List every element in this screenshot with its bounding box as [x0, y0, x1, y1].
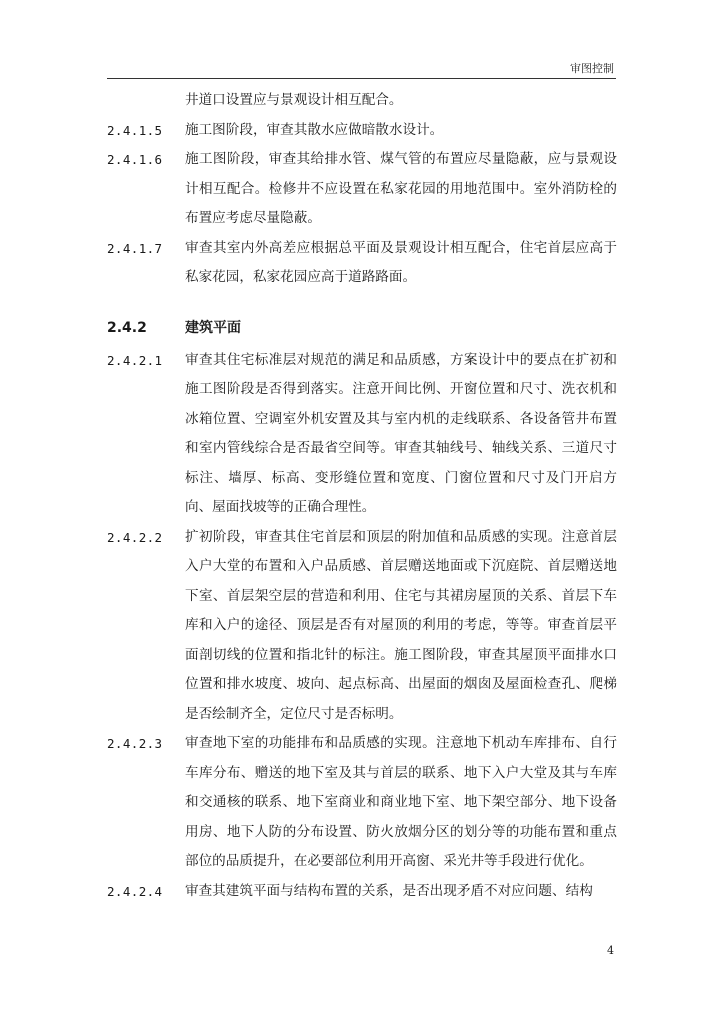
document-body [107, 86, 617, 906]
page-number: 4 [607, 944, 614, 957]
clause-text: 审查其住宅标准层对规范的满足和品质感，方案设计中的要点在扩初和施工图阶段是否得到落实。注意开间比例、开窗位置和尺寸、洗衣机和冰箱位置、空调室外机安置及其与室内机的走线联系、各设备管井布置和室内管线综合是否最省空间等。审查其轴线号、轴线关系、三道尺寸标注、墙厚、标高、变形缝位置和宽度、门窗位置和尺寸及门开启方向、屋面找坡等的正确合理性。 [185, 351, 617, 515]
clause-paragraph [107, 523, 617, 730]
clause-number: 2.4.2.4 [107, 883, 163, 899]
clause-number: 2.4.2.1 [107, 352, 163, 368]
header-title: 审图控制 [570, 62, 614, 75]
clause-number: 2.4.1.6 [107, 152, 163, 167]
clause-number: 2.4.2.3 [107, 736, 163, 751]
clause-text: 审查其建筑平面与结构布置的关系，是否出现矛盾不对应问题、结构 [185, 882, 593, 899]
clause-paragraph [107, 234, 617, 293]
clause-paragraph [107, 346, 617, 523]
clause-text: 井道口设置应与景观设计相互配合。 [185, 92, 403, 108]
clause-text: 施工图阶段，审查其给排水管、煤气管的布置应尽量隐蔽，应与景观设计相互配合。检修井不应设置在私家花园的用地范围中。室外消防栓的布置应考虑尽量隐蔽。 [185, 151, 617, 226]
clause-paragraph [107, 729, 617, 877]
clause-number: 2.4.2.2 [107, 529, 163, 545]
clause-number: 2.4.1.5 [107, 122, 163, 138]
clause-paragraph [107, 86, 617, 116]
clause-paragraph [107, 116, 617, 146]
clause-paragraph [107, 145, 617, 234]
section-number: 2.4.2 [107, 319, 147, 336]
clause-text: 扩初阶段，审查其住宅首层和顶层的附加值和品质感的实现。注意首层入户大堂的布置和入户品质感、首层赠送地面或下沉庭院、首层赠送地下室、首层架空层的营造和利用、住宅与其裙房屋顶的关系、首层下车库和入户的途径、顶层是否有对屋顶的利用的考虑，等等。审查首层平面剖切线的位置和指北针的标注。施工图阶段，审查其屋顶平面排水口位置和排水坡度、坡向、起点标高、出屋面的烟囱及屋面检查孔、爬梯是否绘制齐全，定位尺寸是否标明。 [185, 528, 617, 722]
clause-paragraph [107, 877, 617, 907]
clause-number: 2.4.1.7 [107, 240, 163, 256]
header-rule [107, 78, 616, 79]
clause-text: 施工图阶段，审查其散水应做暗散水设计。 [185, 121, 444, 138]
section-title: 建筑平面 [185, 319, 241, 336]
clause-text: 审查地下室的功能排布和品质感的实现。注意地下机动车库排布、自行车库分布、赠送的地下室及其与首层的联系、地下入户大堂及其与车库和交通核的联系、地下室商业和商业地下室、地下架空部分、地下设备用房、地下人防的分布设置、防火放烟分区的划分等的功能布置和重点部位的品质提升，在必要部位利用开高窗、采光井等手段进行优化。 [185, 735, 617, 869]
clause-text: 审查其室内外高差应根据总平面及景观设计相互配合，住宅首层应高于私家花园，私家花园应高于道路路面。 [185, 239, 617, 285]
clause-number [107, 86, 185, 116]
section-heading [107, 315, 617, 341]
